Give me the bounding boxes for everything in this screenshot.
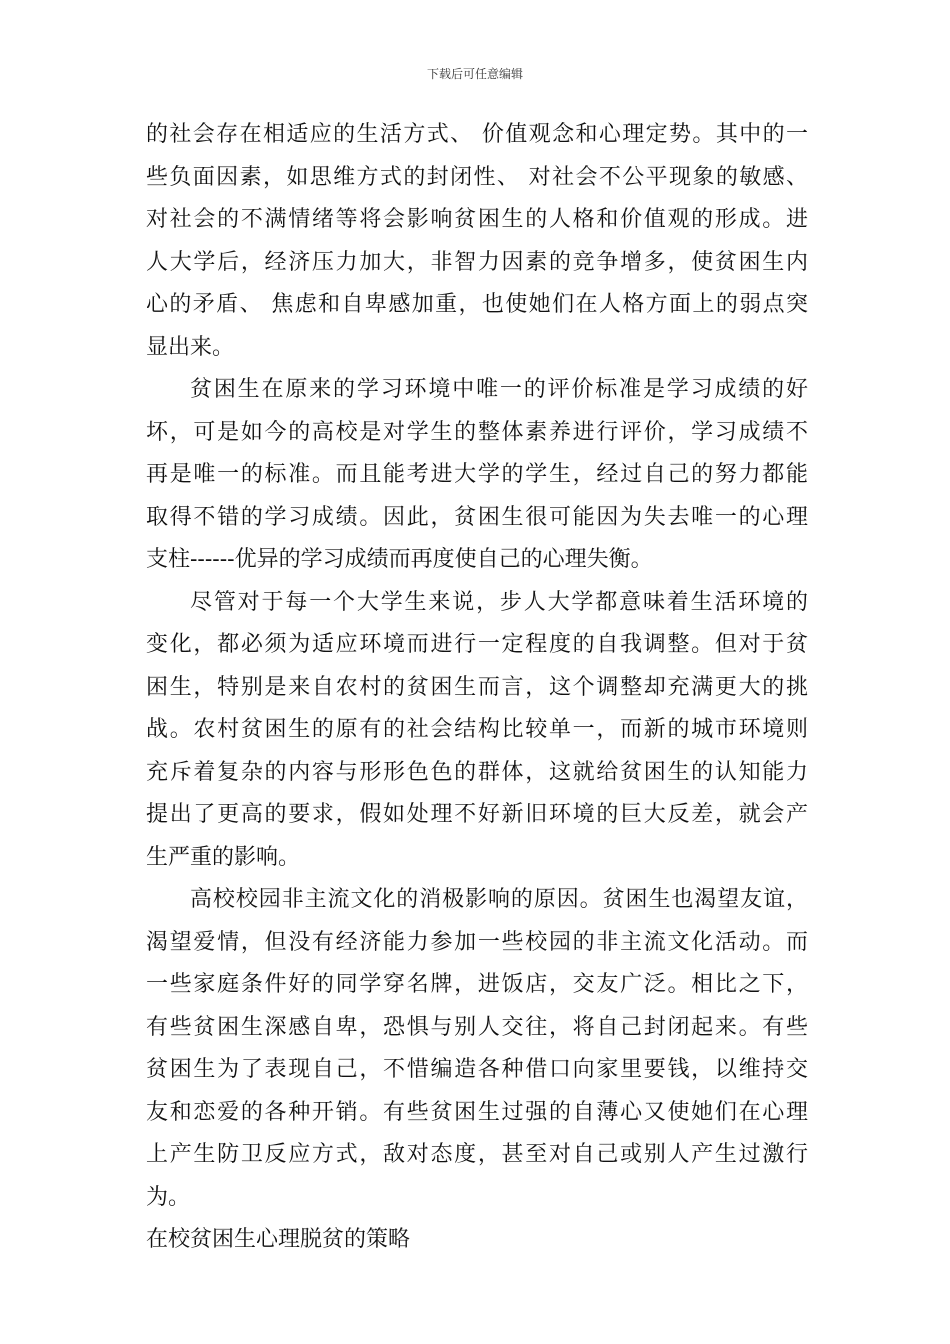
text-line: 变化，都必须为适应环境而进行一定程度的自我调整。但对于贫: [146, 632, 808, 657]
text-line: 高校校园非主流文化的消极影响的原因。贫困生也渴望友谊，: [190, 887, 808, 912]
text-line: 提出了更高的要求，假如处理不好新旧环境的巨大反差，就会产: [146, 802, 808, 827]
text-line: 为。: [146, 1184, 191, 1210]
text-line: 生严重的影响。: [146, 844, 301, 870]
text-line: 战。农村贫困生的原有的社会结构比较单一，而新的城市环境则: [146, 717, 808, 742]
text-line: 上产生防卫反应方式，敌对态度，甚至对自己或别人产生过激行: [146, 1142, 808, 1167]
paragraph: [146, 114, 808, 369]
text-line: 的社会存在相适应的生活方式、 价值观念和心理定势。其中的一: [146, 122, 808, 147]
text-line: 贫困生在原来的学习环境中唯一的评价标准是学习成绩的好: [190, 377, 808, 402]
text-line: 尽管对于每一个大学生来说，步人大学都意味着生活环境的: [190, 589, 808, 615]
text-line: 些负面因素，如思维方式的封闭性、 对社会不公平现象的敏感、: [146, 164, 808, 190]
paragraph: [146, 1219, 808, 1262]
text-line: 充斥着复杂的内容与形形色色的群体，这就给贫困生的认知能力: [146, 759, 808, 785]
text-line: 有些贫困生深感自卑，恐惧与别人交往，将自己封闭起来。有些: [146, 1014, 808, 1040]
text-line: 一些家庭条件好的同学穿名牌，进饭店，交友广泛。相比之下，: [146, 972, 808, 997]
text-line: 渴望爱情，但没有经济能力参加一些校园的非主流文化活动。而: [146, 929, 808, 955]
page-header: 下载后可任意编辑: [426, 67, 523, 81]
document-body: [146, 114, 808, 1262]
text-line: 在校贫困生心理脱贫的策略: [146, 1227, 411, 1252]
text-line: 坏，可是如今的高校是对学生的整体素养进行评价，学习成绩不: [146, 419, 808, 445]
text-line: 对社会的不满情绪等将会影响贫困生的人格和价值观的形成。进: [146, 207, 808, 232]
text-line: 支柱------优异的学习成绩而再度使自己的心理失衡。: [146, 547, 653, 572]
text-line: 人大学后，经济压力加大，非智力因素的竞争增多，使贫困生内: [146, 249, 808, 275]
paragraph: [146, 582, 808, 880]
paragraph: [146, 879, 808, 1219]
text-line: 取得不错的学习成绩。因此，贫困生很可能因为失去唯一的心理: [146, 504, 808, 530]
text-line: 贫困生为了表现自己，不惜编造各种借口向家里要钱，以维持交: [146, 1057, 808, 1082]
text-line: 心的矛盾、 焦虑和自卑感加重，也使她们在人格方面上的弱点突: [146, 292, 808, 317]
paragraph: [146, 369, 808, 582]
text-line: 困生，特别是来自农村的贫困生而言，这个调整却充满更大的挑: [146, 674, 808, 700]
text-line: 显出来。: [146, 334, 235, 360]
text-line: 友和恋爱的各种开销。有些贫困生过强的自薄心又使她们在心理: [146, 1099, 808, 1125]
text-line: 再是唯一的标准。而且能考进大学的学生，经过自己的努力都能: [146, 462, 808, 487]
